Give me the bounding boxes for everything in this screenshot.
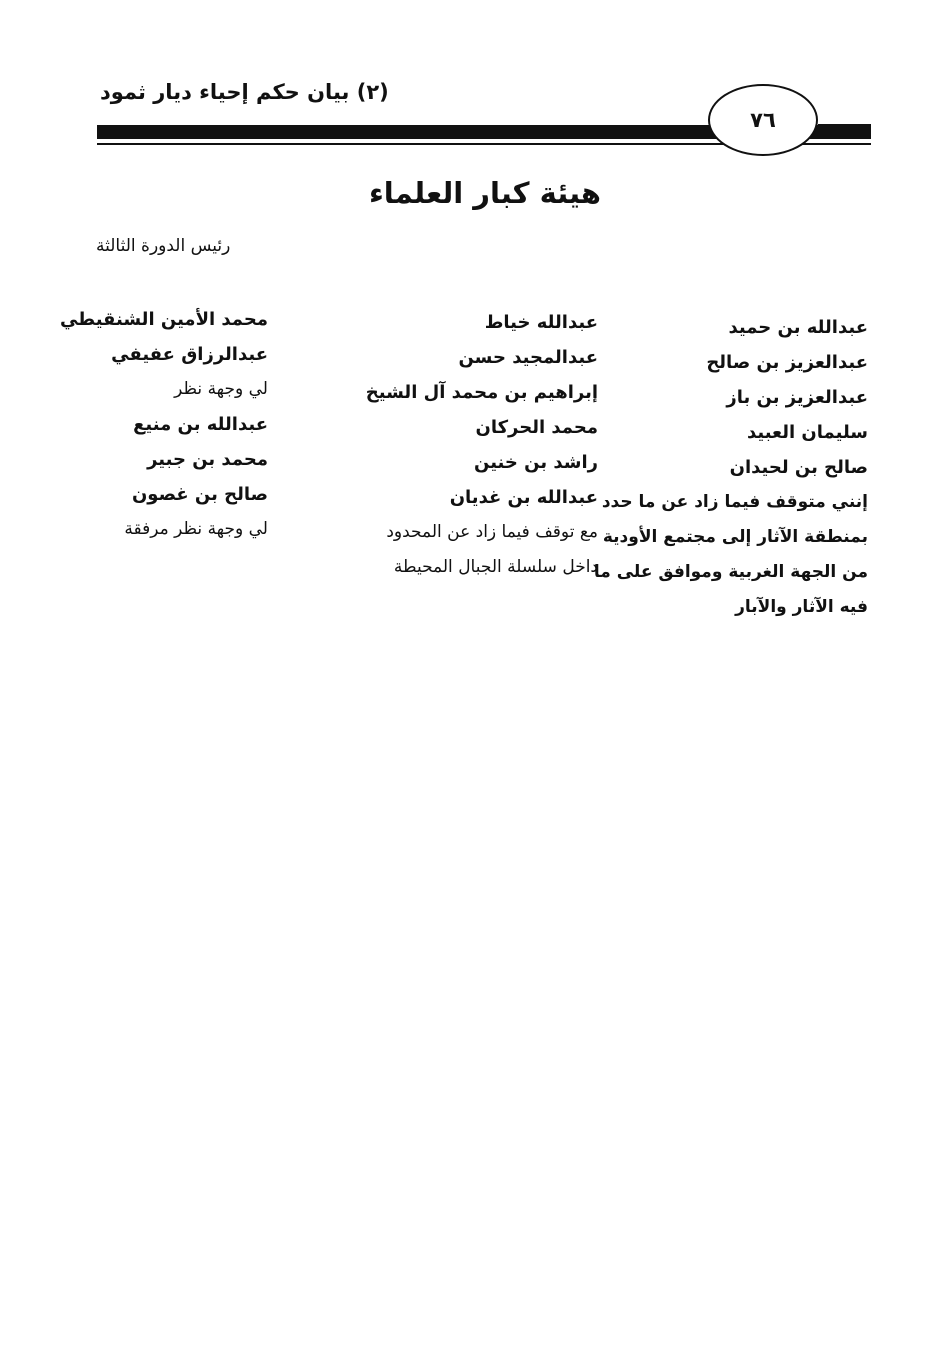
signatory-name: عبدالرزاق عفيفي (111, 344, 268, 365)
page-title: هيئة كبار العلماء (368, 176, 602, 210)
page-number-oval (708, 84, 818, 156)
signatory-note: مع توقف فيما زاد عن المحدود (386, 522, 598, 542)
signatory-name: عبدالله بن حميد (728, 317, 868, 338)
signatory-name: راشد بن خنين (474, 452, 598, 473)
signatory-name: محمد الأمين الشنقيطي (59, 309, 268, 330)
signatory-name: عبدالله خياط (484, 312, 598, 333)
signatory-name: عبدالله بن منيع (133, 414, 268, 435)
signatory-name: عبدالله بن غديان (449, 487, 598, 508)
signatory-note: لي وجهة نظر (174, 379, 268, 399)
page-number: ٧٦ (750, 108, 776, 132)
signatory-note: إنني متوقف فيما زاد عن ما حدد (601, 492, 868, 512)
signatories-column-middle (358, 305, 598, 585)
signatory-name: صالح بن لحيدان (729, 457, 868, 478)
signatory-note: فيه الآثار والآبار (735, 597, 868, 617)
signatories-column-left (59, 302, 268, 547)
signatory-name: محمد بن جبير (147, 449, 268, 470)
signatory-note: بمنطقة الآثار إلى مجتمع الأودية (602, 527, 868, 547)
signatory-name: عبدالمجيد حسن (458, 347, 598, 368)
signatory-name: عبدالعزيز بن صالح (706, 352, 868, 373)
signatory-name: محمد الحركان (475, 417, 598, 438)
signatory-note: من الجهة الغربية وموافق على ما (593, 562, 868, 582)
signatory-name: سليمان العبيد (746, 422, 868, 443)
signatory-name: صالح بن غصون (131, 484, 268, 505)
signatories-column-right (593, 310, 868, 625)
signatory-name: إبراهيم بن محمد آل الشيخ (365, 382, 598, 403)
signatory-note: لي وجهة نظر مرفقة (124, 519, 268, 539)
running-title: (٢) بيان حكم إحياء ديار ثمود (100, 80, 389, 104)
signatory-name: عبدالعزيز بن باز (726, 387, 868, 408)
signatory-note: داخل سلسلة الجبال المحيطة (393, 557, 598, 577)
chair-label: رئيس الدورة الثالثة (96, 236, 231, 256)
